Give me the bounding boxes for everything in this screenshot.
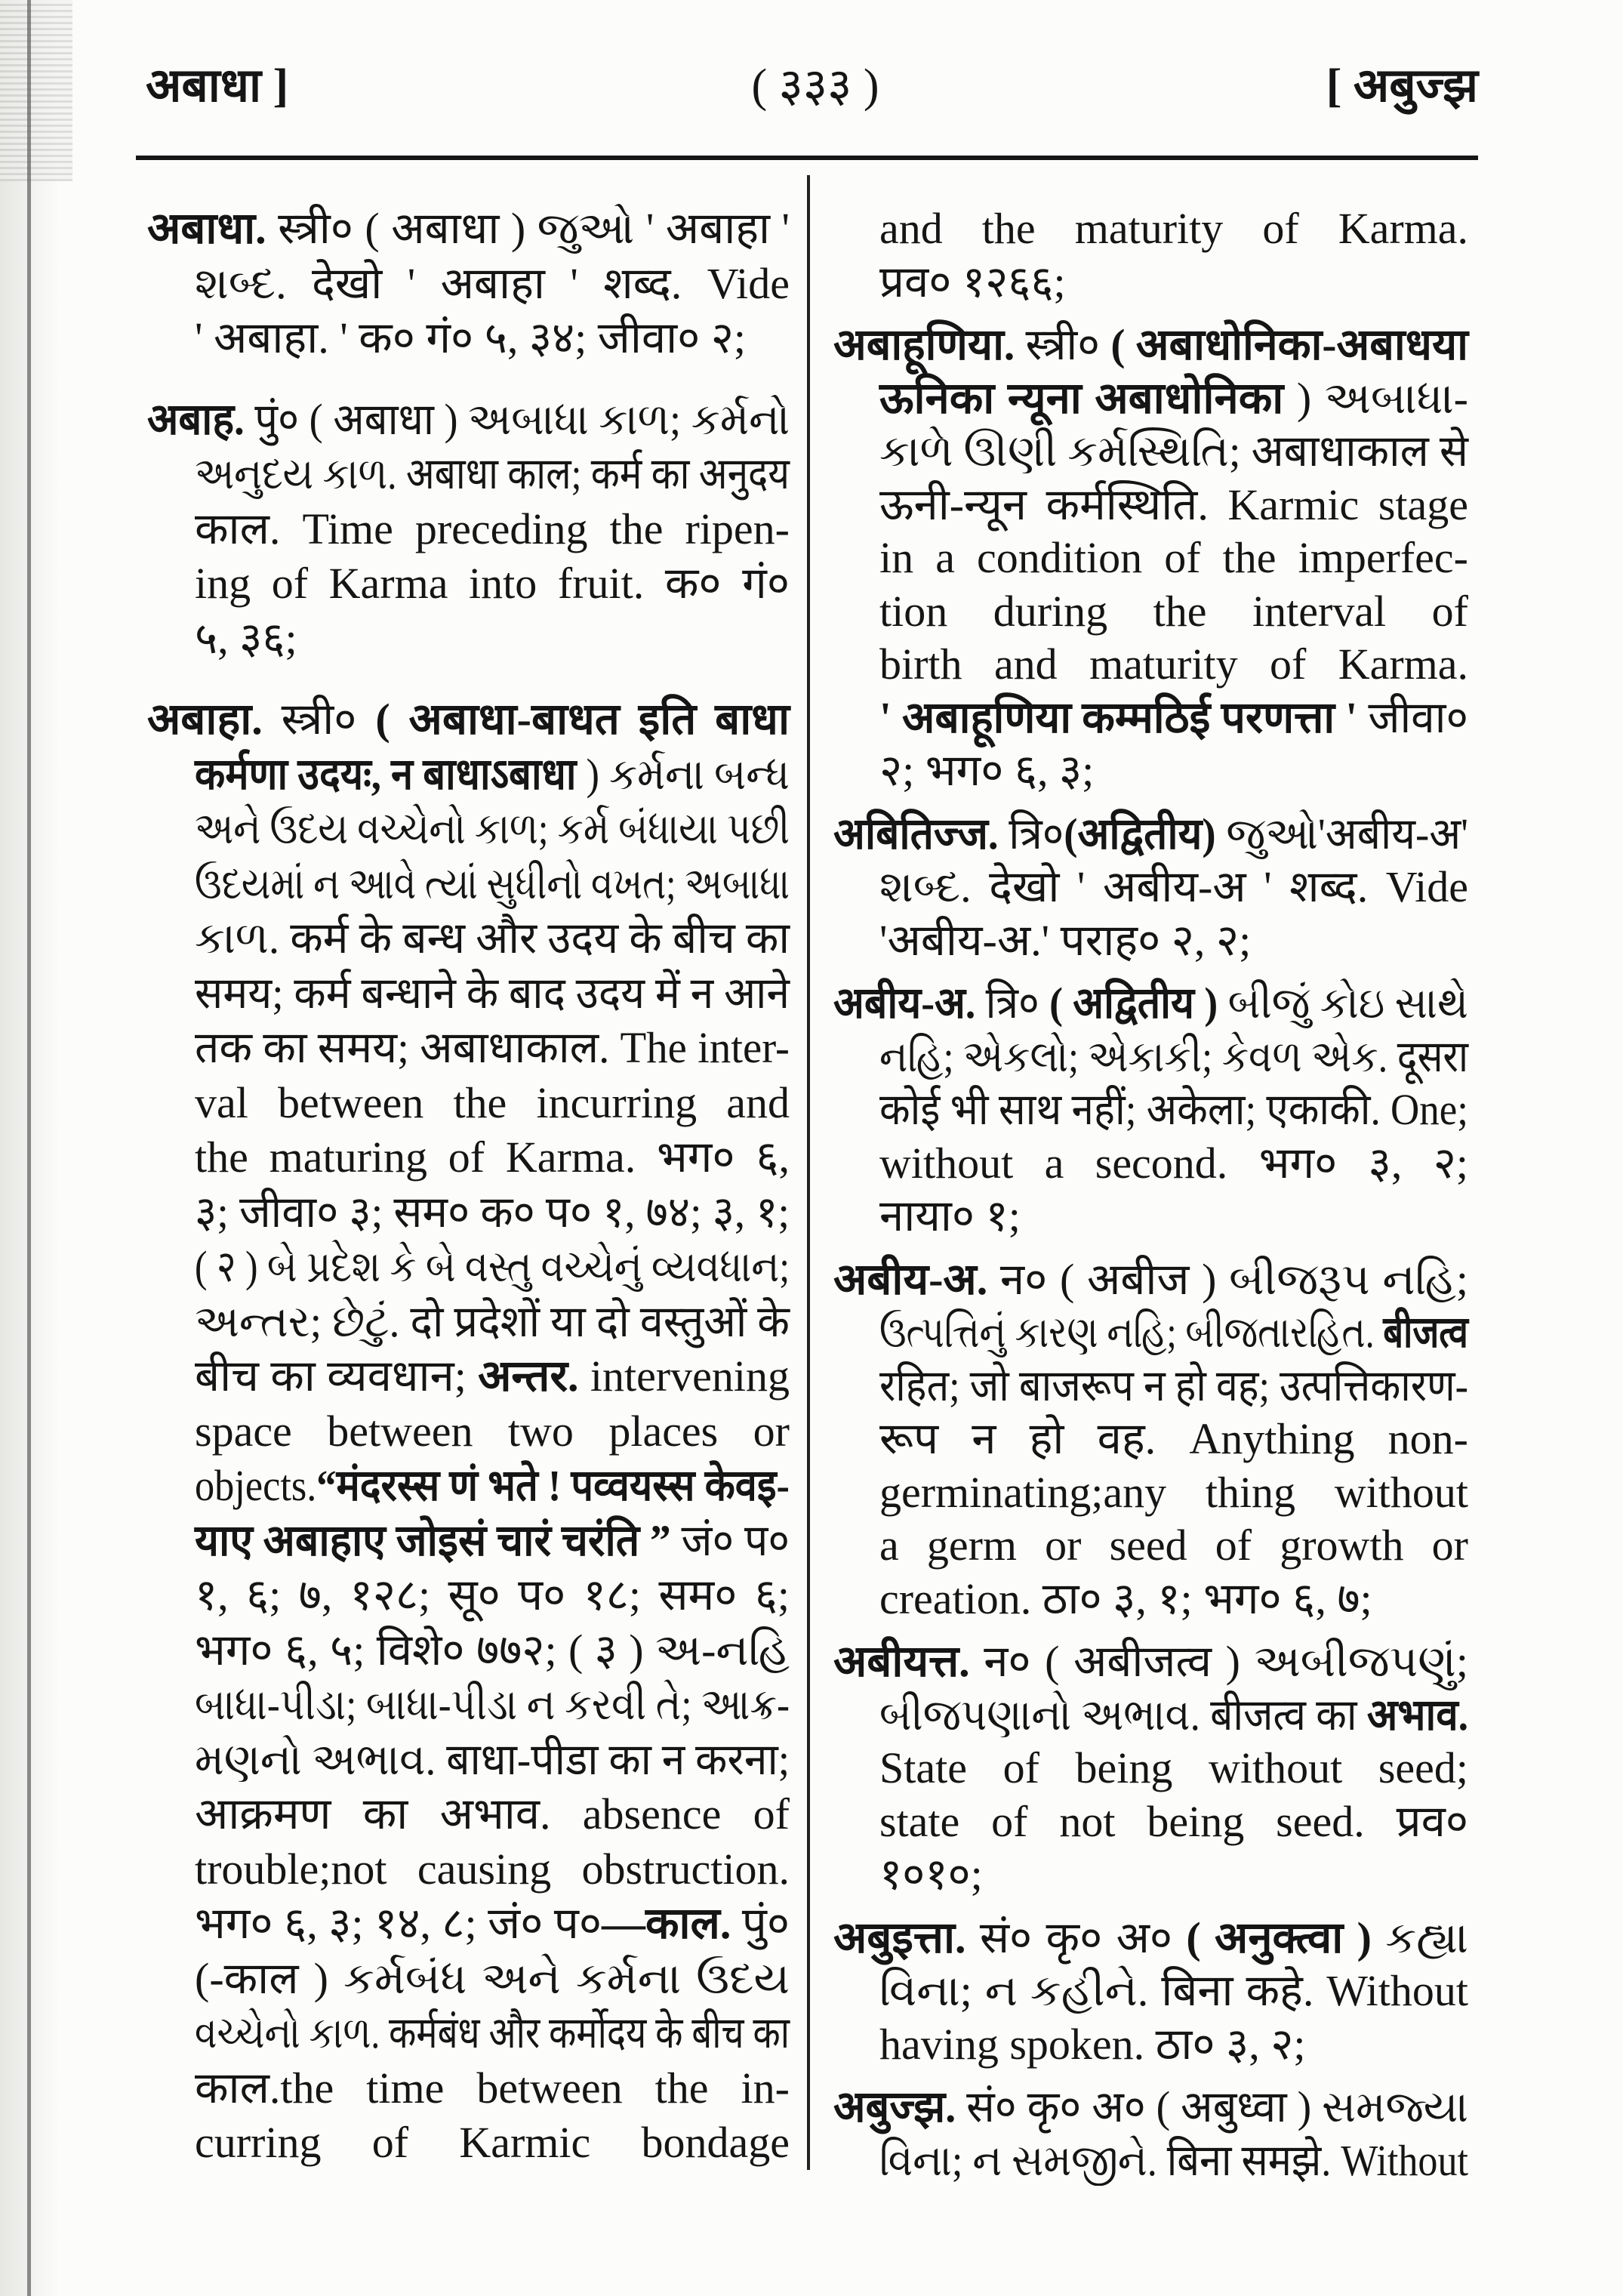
line-text: न० ( अबीज ) બીજરૂપ નહિ; bbox=[987, 1254, 1468, 1304]
line-text: आक्रमण का अभाव. absence of bbox=[195, 1789, 790, 1838]
line-text: ઉત્પત્તિનું કારણ નહિ; બીજતારહિત. bbox=[879, 1308, 1384, 1357]
entry-line bbox=[195, 2116, 790, 2171]
line-text: tion during the interval of bbox=[879, 586, 1468, 636]
headword: अबीय-अ. bbox=[833, 1254, 988, 1304]
line-text: 'अबीय-अ.' पराह० २, २; bbox=[879, 915, 1252, 965]
line-text: ( २ ) બે પ્રદેશ કે બે વસ્તુ વચ્ચેનું વ્યવધાન; bbox=[195, 1242, 790, 1291]
line-text: सं० कृ० अ० ( अबुध्वा ) સમજ્યા bbox=[956, 2082, 1469, 2131]
line-text: रूप न हो वह. Anything non- bbox=[879, 1414, 1468, 1463]
entry-line bbox=[879, 914, 1468, 968]
bold-text: अभाव. bbox=[1366, 1690, 1468, 1740]
line-text: ing of Karma into fruit. क० गं० bbox=[195, 559, 790, 608]
line-text: in a condition of the imperfec- bbox=[879, 533, 1468, 582]
line-text: रहित; जो बाजरूप न हो वह; उत्पत्तिकारण- bbox=[879, 1361, 1469, 1410]
line-text: बीच का व्यवधान; bbox=[195, 1351, 479, 1401]
entry-line bbox=[879, 1848, 1468, 1902]
line-text: જુઓ'अबीय-अ' bbox=[1215, 809, 1469, 858]
entry-first-line bbox=[833, 1912, 1468, 1965]
line-text: नाया० १; bbox=[879, 1191, 1021, 1240]
line-text: १, ६; ७, १२८; सू० प० १८; सम० ६; bbox=[195, 1570, 790, 1620]
line-text: कोई भी साथ नहीं; अकेला; एकाकी. One; bbox=[879, 1085, 1468, 1134]
entry-line bbox=[195, 966, 790, 1022]
entry-first-line bbox=[833, 1635, 1468, 1689]
entry-line bbox=[195, 1623, 790, 1678]
entry-line bbox=[195, 1295, 790, 1350]
entry-line bbox=[195, 911, 790, 966]
bold-text: ( अबाधोनिका-अबाधया bbox=[1110, 320, 1468, 369]
line-text: નહિ; એકલો; એકાકી; કેવળ એક. दूसरा bbox=[879, 1031, 1468, 1081]
line-text: a germ or seed of growth or bbox=[879, 1521, 1468, 1570]
bold-text: ( अबाधा-बाधत इति बाधा bbox=[375, 695, 790, 744]
entry-line bbox=[879, 1795, 1468, 1849]
bold-text: “मंदरस्स णं भते ! पव्वयस्स केवइ- bbox=[316, 1461, 790, 1510]
line-text: trouble;not causing obstruction. bbox=[195, 1844, 790, 1894]
entry-line bbox=[195, 2061, 790, 2116]
entry-line bbox=[195, 1897, 790, 1952]
line-text: and the maturity of Karma. bbox=[879, 204, 1468, 253]
scan-edge-noise bbox=[0, 0, 72, 181]
entry-line bbox=[879, 1573, 1468, 1626]
bold-text: ( अनुक्त्वा ) bbox=[1186, 1912, 1372, 1962]
line-text: जीवा० bbox=[1357, 692, 1469, 742]
line-text: पुं० ( अबाधा ) અબાધા કાળ; કર્મનો bbox=[244, 394, 790, 444]
line-text: શબ્દ. देखो ' अबीय-अ ' शब्द. Vide bbox=[879, 862, 1468, 911]
header-rule bbox=[136, 156, 1478, 160]
entry-line bbox=[879, 202, 1468, 256]
line-text: स्त्री० ( अबाधा ) જુઓ ' अबाहा ' bbox=[266, 204, 790, 253]
headword: अबीय-अ. bbox=[833, 978, 976, 1028]
running-head-left: अबाधा ] bbox=[146, 60, 289, 112]
bold-text: ' अबाहूणिया कम्मठिई परणत्ता ' bbox=[879, 692, 1358, 742]
entry-line bbox=[195, 857, 790, 912]
line-text: બીજું કોઇ સાથે bbox=[1218, 978, 1468, 1028]
line-text: having spoken. ठा० ३, २; bbox=[879, 2019, 1306, 2069]
entry-line bbox=[195, 556, 790, 612]
entry-line bbox=[195, 1459, 790, 1514]
line-text: (-काल ) કર્મબંધ અને કર્મના ઉદય bbox=[195, 1953, 790, 2003]
line-text: વચ્ચેનો કાળ. कर्मबंध और कर्मोदय के बीच का bbox=[195, 2008, 790, 2057]
line-text: सं० कृ० अ० bbox=[965, 1912, 1187, 1962]
line-text: ३; जीवा० ३; सम० क० प० १, ७४; ३, १; bbox=[195, 1187, 790, 1237]
line-text: મણનો અભાવ. बाधा-पीडा का न करना; bbox=[195, 1734, 790, 1784]
entry-line bbox=[879, 1466, 1468, 1520]
line-text: objects. bbox=[195, 1461, 317, 1510]
column-divider bbox=[807, 175, 810, 2170]
headword: अबुइत्ता. bbox=[833, 1912, 966, 1962]
line-text: state of not being seed. प्रव० bbox=[879, 1796, 1468, 1846]
entry-first-line bbox=[833, 1253, 1468, 1307]
entry-first-line bbox=[147, 202, 790, 257]
bold-text: अन्तर. bbox=[478, 1351, 579, 1401]
running-head-right: [ अबुज्झ bbox=[1326, 60, 1478, 112]
entry-line bbox=[879, 638, 1468, 692]
entry-line bbox=[879, 585, 1468, 639]
line-text: creation. ठा० ३, १; भग० ६, ७; bbox=[879, 1573, 1372, 1623]
entry-line bbox=[879, 1306, 1468, 1360]
line-text: અનુદય કાળ. अबाधा काल; कर्म का अनुदय bbox=[195, 449, 790, 498]
headword: अबाह. bbox=[147, 394, 245, 444]
line-text: भग० ६, ५; विशे० ७७२; ( ३ ) અ-નહિ bbox=[195, 1625, 790, 1675]
line-text: २; भग० ६, ३; bbox=[879, 746, 1095, 795]
entry-line bbox=[195, 1787, 790, 1842]
entry-line bbox=[195, 1349, 790, 1404]
headword: अबितिज्ज. bbox=[833, 809, 999, 858]
entry-line bbox=[879, 1519, 1468, 1573]
line-text: State of being without seed; bbox=[879, 1743, 1468, 1792]
entry-line bbox=[879, 1360, 1469, 1413]
headword: अबाधा. bbox=[147, 204, 266, 253]
entry-line bbox=[879, 1137, 1468, 1191]
entry-first-line bbox=[833, 977, 1468, 1031]
headword: अबाहा. bbox=[147, 695, 263, 744]
line-text: curring of Karmic bondage bbox=[195, 2118, 790, 2167]
line-text: વિના; ન સમજીને. बिना समझे. Without bbox=[879, 2135, 1468, 2185]
line-text: ऊनी-न्यून कर्मस्थिति. Karmic stage bbox=[879, 479, 1468, 529]
line-text: ५, ३६; bbox=[195, 613, 297, 663]
line-text: १०१०; bbox=[879, 1850, 983, 1899]
entry-line bbox=[879, 1083, 1468, 1137]
entry-line bbox=[879, 744, 1468, 798]
entry-line bbox=[195, 1130, 790, 1185]
bold-text: बीजत्व bbox=[1383, 1308, 1468, 1357]
line-text: स्त्री० bbox=[1015, 320, 1111, 369]
line-text: બીજપણાનો અભાવ. बीजत्व का bbox=[879, 1690, 1367, 1740]
entry-line bbox=[195, 1404, 790, 1459]
page-number: ( ३३३ ) bbox=[751, 60, 879, 112]
entry-line bbox=[879, 1413, 1468, 1466]
entry-line bbox=[195, 1842, 790, 1897]
line-text: काल. Time preceding the ripen- bbox=[195, 504, 790, 553]
line-text: અન્તર; છેટું. दो प्रदेशों या दो वस्तुओं के bbox=[195, 1296, 790, 1346]
entry-line bbox=[879, 425, 1469, 479]
entry-line bbox=[195, 1021, 790, 1076]
entry-line bbox=[195, 1076, 790, 1131]
entry-line bbox=[879, 532, 1468, 585]
entry-first-line bbox=[833, 319, 1468, 372]
headword: अबुज्झ. bbox=[833, 2082, 956, 2131]
entry-line bbox=[195, 2006, 790, 2061]
line-text: val between the incurring and bbox=[195, 1077, 790, 1127]
line-text: त्रि० bbox=[998, 809, 1064, 858]
line-text: શબ્દ. देखो ' अबाहा ' शब्द. Vide bbox=[195, 258, 790, 308]
bold-text: ऊनिका न्यूना अबाधोनिका bbox=[879, 373, 1284, 423]
line-text: કાળ. कर्म के बन्ध और उदय के बीच का bbox=[195, 914, 790, 963]
line-text: ) કર્મના બન્ધ bbox=[576, 749, 790, 799]
headword: अबाहूणिया. bbox=[833, 320, 1015, 369]
line-text: काल.the time between the in- bbox=[195, 2063, 790, 2113]
entry-line bbox=[879, 479, 1468, 532]
entry-line bbox=[195, 612, 790, 667]
line-text: germinating;any thing without bbox=[879, 1467, 1468, 1517]
line-text: स्त्री० bbox=[262, 695, 376, 744]
entry-line bbox=[195, 502, 790, 557]
entry-first-line bbox=[833, 2081, 1469, 2134]
line-text: ઉદયમાં ન આવે ત્યાં સુધીનો વખત; અબાધા bbox=[195, 858, 790, 908]
line-text: समय; कर्म बन्धाने के बाद उदय में न आने bbox=[195, 968, 790, 1018]
entry-first-line bbox=[147, 393, 790, 448]
line-text: space between two places or bbox=[195, 1406, 790, 1456]
line-text: भग० ६, ३; १४, ८; जं० प० bbox=[195, 1899, 602, 1948]
line-text: पुं० bbox=[731, 1899, 790, 1948]
line-text: जं० प० bbox=[670, 1515, 790, 1565]
entry-line bbox=[879, 256, 1468, 310]
bold-text: ( अद्वितीय ) bbox=[1049, 978, 1218, 1028]
bold-text: (अद्वितीय) bbox=[1064, 809, 1216, 858]
entry-line bbox=[879, 1742, 1468, 1795]
line-text: without a second. भग० ३, २; bbox=[879, 1138, 1468, 1188]
line-text: ) અબાધા- bbox=[1283, 373, 1468, 423]
headword: अबीयत्त. bbox=[833, 1637, 970, 1686]
entry-line bbox=[879, 1190, 1468, 1244]
line-text: કહ્યા bbox=[1371, 1912, 1468, 1962]
line-text: વિના; ન કહીને. बिना कहे. Without bbox=[879, 1966, 1468, 2015]
entry-line bbox=[879, 2134, 1468, 2188]
entry-line bbox=[195, 257, 790, 312]
entry-first-line bbox=[147, 692, 790, 747]
entry-line bbox=[195, 747, 790, 803]
line-text: तक का समय; अबाधाकाल. The inter- bbox=[195, 1023, 790, 1072]
entry-line bbox=[195, 311, 790, 366]
line-text: birth and maturity of Karma. bbox=[879, 639, 1468, 689]
line-text: न० ( अबीजत्व ) અબીજપણું; bbox=[969, 1637, 1468, 1686]
bold-text: याए अबाहाए जोइसं चारं चरंति ” bbox=[195, 1515, 671, 1565]
entry-line bbox=[195, 1568, 790, 1623]
entry-line bbox=[195, 1733, 790, 1788]
entry-line bbox=[195, 802, 790, 857]
line-text: ' अबाहा. ' क० गं० ५, ३४; जीवा० २; bbox=[195, 313, 747, 362]
entry-first-line bbox=[833, 808, 1469, 861]
line-text: કાળે ઊણી કર્મસ્થિતિ; अबाधाकाल से bbox=[879, 427, 1469, 476]
entry-line bbox=[879, 1689, 1468, 1743]
right-column bbox=[833, 202, 1468, 2187]
entry-line bbox=[879, 692, 1469, 745]
left-column bbox=[147, 202, 790, 2171]
line-text: the maturing of Karma. भग० ६, bbox=[195, 1133, 790, 1182]
entry-line bbox=[879, 1031, 1468, 1084]
entry-line bbox=[195, 1678, 790, 1733]
entry-line bbox=[195, 1952, 790, 2007]
line-text: અને ઉદય વચ્ચેનો કાળ; કર્મ બંધાયા પછી bbox=[195, 804, 790, 853]
entry-line bbox=[195, 1185, 790, 1240]
scan-gutter-line bbox=[27, 0, 31, 2296]
entry-line bbox=[879, 1965, 1468, 2018]
line-text: प्रव० १२६६; bbox=[879, 257, 1066, 307]
entry-line bbox=[879, 861, 1468, 914]
line-text: બાધા-પીડા; બાધા-પીડા ન કરવી તે; આક્ર- bbox=[195, 1680, 790, 1729]
line-text: intervening bbox=[578, 1351, 790, 1401]
entry-line bbox=[195, 447, 790, 502]
line-text: त्रि० bbox=[975, 978, 1050, 1028]
bold-text: कर्मणा उदयः, न बाधाऽबाधा bbox=[195, 749, 577, 799]
entry-line bbox=[195, 1240, 790, 1295]
entry-line bbox=[879, 2018, 1468, 2072]
entry-line bbox=[879, 372, 1468, 426]
bold-text: —काल. bbox=[601, 1899, 731, 1948]
entry-line bbox=[195, 1514, 790, 1569]
